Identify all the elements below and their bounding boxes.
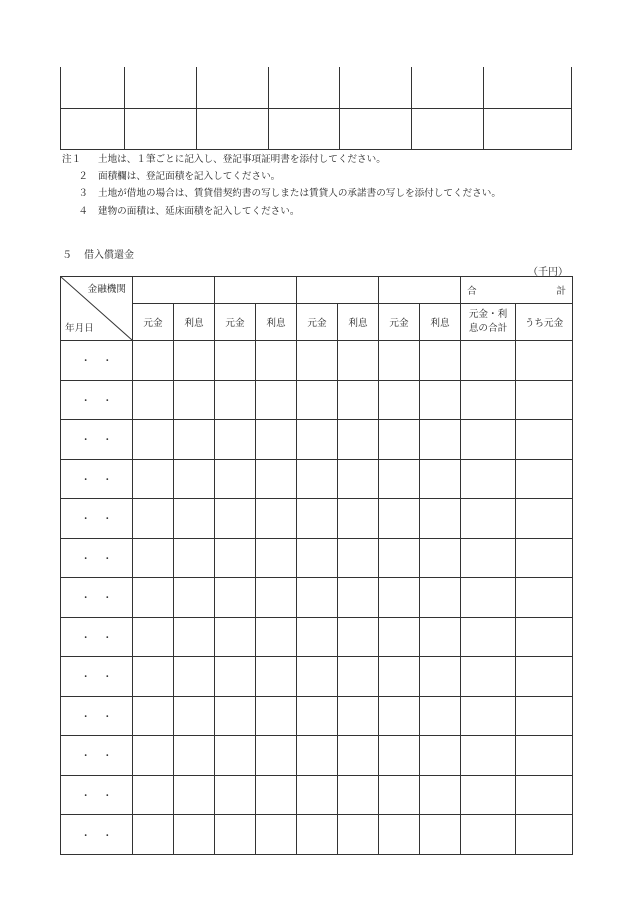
amount-cell[interactable] xyxy=(379,815,420,855)
amount-cell[interactable] xyxy=(461,775,516,815)
table-row xyxy=(61,380,573,420)
amount-cell[interactable] xyxy=(461,815,516,855)
date-cell[interactable]: ・・ xyxy=(61,380,133,420)
unit-label: （千円） xyxy=(528,267,568,278)
amount-cell[interactable] xyxy=(133,617,174,657)
institution-name-cell[interactable] xyxy=(379,277,461,304)
amount-cell[interactable] xyxy=(215,341,256,381)
table-row xyxy=(61,341,573,381)
note-label: ２ xyxy=(78,171,88,183)
notes-block xyxy=(62,151,501,220)
table-row xyxy=(61,775,573,815)
amount-cell[interactable] xyxy=(133,538,174,578)
note-line xyxy=(62,203,501,220)
amount-cell[interactable] xyxy=(379,617,420,657)
amount-cell[interactable] xyxy=(338,538,379,578)
amount-cell[interactable] xyxy=(215,617,256,657)
amount-cell[interactable] xyxy=(338,420,379,460)
note-label: ３ xyxy=(78,188,88,200)
amount-cell[interactable] xyxy=(297,775,338,815)
institution-name-cell[interactable] xyxy=(297,277,379,304)
amount-cell[interactable] xyxy=(297,459,338,499)
amount-cell[interactable] xyxy=(516,341,573,381)
date-cell[interactable]: ・・ xyxy=(61,341,133,381)
date-cell[interactable]: ・・ xyxy=(61,736,133,776)
amount-cell[interactable] xyxy=(174,736,215,776)
amount-cell[interactable] xyxy=(379,578,420,618)
amount-cell[interactable] xyxy=(256,459,297,499)
date-cell[interactable]: ・・ xyxy=(61,578,133,618)
table-row xyxy=(61,815,573,855)
amount-cell[interactable] xyxy=(297,696,338,736)
institution-name-cell[interactable] xyxy=(215,277,297,304)
amount-cell[interactable] xyxy=(516,696,573,736)
amount-cell[interactable] xyxy=(420,499,461,539)
date-cell[interactable]: ・・ xyxy=(61,617,133,657)
amount-cell[interactable] xyxy=(215,736,256,776)
amount-cell[interactable] xyxy=(379,775,420,815)
total-header-right: 計 xyxy=(556,286,566,297)
amount-cell[interactable] xyxy=(420,420,461,460)
date-cell[interactable]: ・・ xyxy=(61,420,133,460)
amount-cell[interactable] xyxy=(174,815,215,855)
amount-cell[interactable] xyxy=(256,380,297,420)
amount-cell[interactable] xyxy=(256,538,297,578)
amount-cell[interactable] xyxy=(420,815,461,855)
amount-cell[interactable] xyxy=(174,617,215,657)
section-number: ５ xyxy=(62,250,72,261)
table-row xyxy=(61,67,572,108)
table-cell[interactable] xyxy=(124,67,196,108)
amount-cell[interactable] xyxy=(379,736,420,776)
table-row xyxy=(61,420,573,460)
amount-cell[interactable] xyxy=(338,696,379,736)
table-row xyxy=(61,657,573,697)
amount-cell[interactable] xyxy=(174,657,215,697)
amount-cell[interactable] xyxy=(215,775,256,815)
amount-cell[interactable] xyxy=(461,341,516,381)
amount-cell[interactable] xyxy=(297,420,338,460)
note-text: 面積欄は、登記面積を記入してください。 xyxy=(98,171,281,183)
table-cell[interactable] xyxy=(340,108,412,149)
amount-cell[interactable] xyxy=(461,578,516,618)
amount-cell[interactable] xyxy=(297,578,338,618)
amount-cell[interactable] xyxy=(215,538,256,578)
amount-cell[interactable] xyxy=(297,657,338,697)
amount-cell[interactable] xyxy=(420,617,461,657)
amount-cell[interactable] xyxy=(379,341,420,381)
amount-cell[interactable] xyxy=(516,815,573,855)
note-text: 土地が借地の場合は、賃貸借契約書の写しまたは賃貸人の承諾書の写しを添付してください。 xyxy=(98,188,501,200)
amount-cell[interactable] xyxy=(174,341,215,381)
total-header-left: 合 xyxy=(467,286,477,297)
amount-cell[interactable] xyxy=(174,499,215,539)
amount-cell[interactable] xyxy=(379,696,420,736)
amount-cell[interactable] xyxy=(338,736,379,776)
amount-cell[interactable] xyxy=(215,420,256,460)
amount-cell[interactable] xyxy=(133,380,174,420)
date-cell[interactable]: ・・ xyxy=(61,459,133,499)
table-cell[interactable] xyxy=(484,108,572,149)
amount-cell[interactable] xyxy=(516,380,573,420)
amount-cell[interactable] xyxy=(338,341,379,381)
amount-cell[interactable] xyxy=(461,420,516,460)
amount-cell[interactable] xyxy=(256,657,297,697)
date-cell[interactable]: ・・ xyxy=(61,538,133,578)
amount-cell[interactable] xyxy=(133,578,174,618)
table-row xyxy=(61,736,573,776)
note-text: 建物の面積は、延床面積を記入してください。 xyxy=(98,205,300,217)
table-cell[interactable] xyxy=(412,108,484,149)
total-header-line1: 元金・利 xyxy=(468,309,508,320)
amount-cell[interactable] xyxy=(379,420,420,460)
principal-header: 元金 xyxy=(379,304,420,341)
date-cell[interactable]: ・・ xyxy=(61,499,133,539)
amount-cell[interactable] xyxy=(516,775,573,815)
amount-cell[interactable] xyxy=(297,815,338,855)
amount-cell[interactable] xyxy=(420,775,461,815)
table-cell[interactable] xyxy=(196,108,268,149)
date-cell[interactable]: ・・ xyxy=(61,775,133,815)
amount-cell[interactable] xyxy=(174,420,215,460)
note-line xyxy=(62,168,501,185)
amount-cell[interactable] xyxy=(420,657,461,697)
table-cell[interactable] xyxy=(340,67,412,108)
amount-cell[interactable] xyxy=(174,459,215,499)
amount-cell[interactable] xyxy=(420,459,461,499)
section-title xyxy=(62,246,134,261)
amount-cell[interactable] xyxy=(256,736,297,776)
amount-cell[interactable] xyxy=(420,341,461,381)
table-row xyxy=(61,696,573,736)
total-header-line2: 息の合計 xyxy=(468,323,508,334)
amount-cell[interactable] xyxy=(461,499,516,539)
property-table xyxy=(60,67,572,150)
table-cell[interactable] xyxy=(61,108,125,149)
amount-cell[interactable] xyxy=(338,459,379,499)
diagonal-header-cell xyxy=(61,277,133,341)
subheader-row xyxy=(61,304,573,341)
table-cell[interactable] xyxy=(61,67,125,108)
amount-cell[interactable] xyxy=(297,499,338,539)
amount-cell[interactable] xyxy=(461,657,516,697)
note-label: ４ xyxy=(78,205,88,217)
amount-cell[interactable] xyxy=(420,736,461,776)
amount-cell[interactable] xyxy=(461,736,516,776)
amount-cell[interactable] xyxy=(379,499,420,539)
amount-cell[interactable] xyxy=(461,617,516,657)
institution-name-cell[interactable] xyxy=(133,277,215,304)
amount-cell[interactable] xyxy=(516,538,573,578)
table-cell[interactable] xyxy=(268,67,340,108)
amount-cell[interactable] xyxy=(338,775,379,815)
amount-cell[interactable] xyxy=(174,578,215,618)
interest-header: 利息 xyxy=(338,304,379,341)
amount-cell[interactable] xyxy=(338,578,379,618)
amount-cell[interactable] xyxy=(379,380,420,420)
table-row xyxy=(61,578,573,618)
of-which-principal-header: うち元金 xyxy=(516,304,573,341)
date-cell[interactable]: ・・ xyxy=(61,696,133,736)
amount-cell[interactable] xyxy=(379,538,420,578)
principal-header: 元金 xyxy=(133,304,174,341)
amount-cell[interactable] xyxy=(174,696,215,736)
amount-cell[interactable] xyxy=(215,380,256,420)
principal-header: 元金 xyxy=(297,304,338,341)
amount-cell[interactable] xyxy=(516,459,573,499)
amount-cell[interactable] xyxy=(297,617,338,657)
note-label: 注１ xyxy=(62,154,82,165)
amount-cell[interactable] xyxy=(338,657,379,697)
header-row xyxy=(61,277,573,304)
table-row xyxy=(61,459,573,499)
amount-cell[interactable] xyxy=(215,696,256,736)
amount-cell[interactable] xyxy=(215,657,256,697)
note-line xyxy=(62,151,501,168)
amount-cell[interactable] xyxy=(516,578,573,618)
amount-cell[interactable] xyxy=(297,538,338,578)
amount-cell[interactable] xyxy=(256,696,297,736)
amount-cell[interactable] xyxy=(215,459,256,499)
institution-header: 金融機関 xyxy=(87,284,126,295)
table-cell[interactable] xyxy=(196,67,268,108)
amount-cell[interactable] xyxy=(133,696,174,736)
amount-cell[interactable] xyxy=(338,617,379,657)
date-cell[interactable]: ・・ xyxy=(61,815,133,855)
amount-cell[interactable] xyxy=(174,538,215,578)
table-row xyxy=(61,499,573,539)
amount-cell[interactable] xyxy=(516,420,573,460)
amount-cell[interactable] xyxy=(516,736,573,776)
date-header: 年月日 xyxy=(65,323,94,334)
amount-cell[interactable] xyxy=(516,617,573,657)
note-line xyxy=(62,185,501,202)
table-cell[interactable] xyxy=(268,108,340,149)
note-text: 土地は、１筆ごとに記入し、登記事項証明書を添付してください。 xyxy=(98,154,386,165)
amount-cell[interactable] xyxy=(461,380,516,420)
amount-cell[interactable] xyxy=(215,578,256,618)
amount-cell[interactable] xyxy=(420,696,461,736)
table-cell[interactable] xyxy=(412,67,484,108)
amount-cell[interactable] xyxy=(338,380,379,420)
amount-cell[interactable] xyxy=(174,380,215,420)
amount-cell[interactable] xyxy=(516,657,573,697)
amount-cell[interactable] xyxy=(256,578,297,618)
amount-cell[interactable] xyxy=(256,815,297,855)
amount-cell[interactable] xyxy=(297,341,338,381)
amount-cell[interactable] xyxy=(215,815,256,855)
amount-cell[interactable] xyxy=(297,380,338,420)
total-header xyxy=(461,277,573,304)
amount-cell[interactable] xyxy=(256,617,297,657)
amount-cell[interactable] xyxy=(379,657,420,697)
table-cell[interactable] xyxy=(124,108,196,149)
section-title-text: 借入償還金 xyxy=(84,250,134,261)
interest-header: 利息 xyxy=(174,304,215,341)
amount-cell[interactable] xyxy=(256,341,297,381)
amount-cell[interactable] xyxy=(420,578,461,618)
amount-cell[interactable] xyxy=(133,420,174,460)
date-cell[interactable]: ・・ xyxy=(61,657,133,697)
amount-cell[interactable] xyxy=(461,696,516,736)
amount-cell[interactable] xyxy=(338,815,379,855)
table-row xyxy=(61,538,573,578)
amount-cell[interactable] xyxy=(133,459,174,499)
amount-cell[interactable] xyxy=(133,657,174,697)
amount-cell[interactable] xyxy=(256,499,297,539)
loan-repayment-table xyxy=(60,276,573,855)
amount-cell[interactable] xyxy=(516,499,573,539)
amount-cell[interactable] xyxy=(133,341,174,381)
principal-header: 元金 xyxy=(215,304,256,341)
table-cell[interactable] xyxy=(484,67,572,108)
amount-cell[interactable] xyxy=(461,538,516,578)
interest-header: 利息 xyxy=(420,304,461,341)
amount-cell[interactable] xyxy=(256,420,297,460)
amount-cell[interactable] xyxy=(174,775,215,815)
interest-header: 利息 xyxy=(256,304,297,341)
table-row xyxy=(61,108,572,149)
amount-cell[interactable] xyxy=(256,775,297,815)
amount-cell[interactable] xyxy=(461,459,516,499)
amount-cell[interactable] xyxy=(338,499,379,539)
amount-cell[interactable] xyxy=(420,538,461,578)
amount-cell[interactable] xyxy=(215,499,256,539)
amount-cell[interactable] xyxy=(133,499,174,539)
amount-cell[interactable] xyxy=(420,380,461,420)
amount-cell[interactable] xyxy=(133,736,174,776)
amount-cell[interactable] xyxy=(133,775,174,815)
table-row xyxy=(61,617,573,657)
amount-cell[interactable] xyxy=(379,459,420,499)
principal-interest-total-header xyxy=(461,304,516,341)
amount-cell[interactable] xyxy=(297,736,338,776)
amount-cell[interactable] xyxy=(133,815,174,855)
